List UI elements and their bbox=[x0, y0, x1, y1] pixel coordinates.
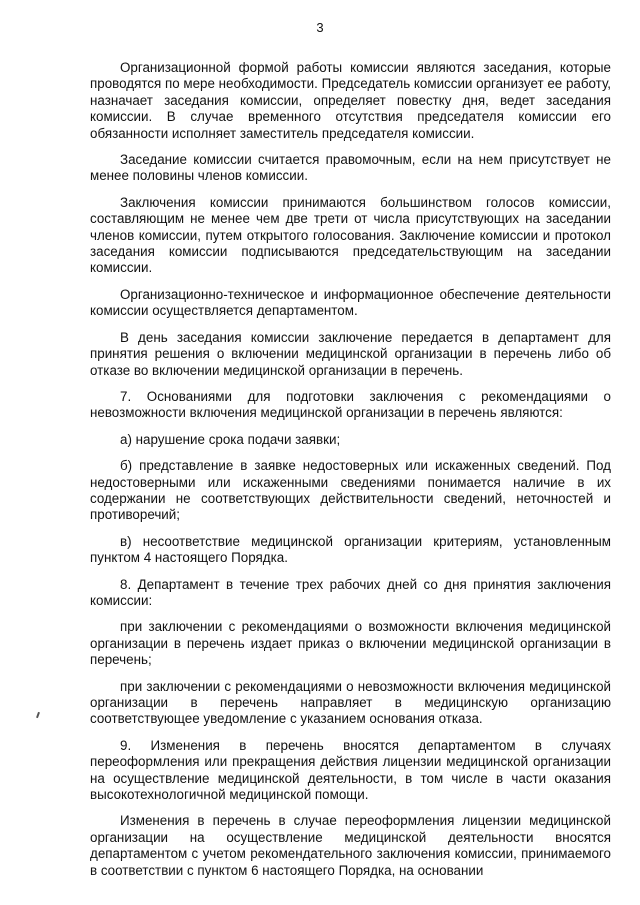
paragraph: Заключения комиссии принимаются большинством голосов комиссии, составляющим не менее чем две трети от числа присутствующих на заседании членов комиссии, путем открытого голосования. Заключение комиссии и протокол заседания комиссии подписываются председательствующим на заседании комиссии. bbox=[90, 194, 611, 276]
paragraph: при заключении с рекомендациями о возможности включения медицинской организации в перечень издает приказ о включении медицинской организации в перечень; bbox=[90, 619, 611, 668]
paragraph: 9. Изменения в перечень вносятся департаментом в случаях переоформления или прекращения действия лицензии медицинской организации на осуществление медицинской деятельности, в том числе в части оказания высокотехнологичной медицинской помощи. bbox=[90, 737, 611, 803]
paragraph: Организационно-техническое и информационное обеспечение деятельности комиссии осуществляется департаментом. bbox=[90, 286, 611, 319]
paragraph: а) нарушение срока подачи заявки; bbox=[120, 431, 341, 447]
paragraph: Заседание комиссии считается правомочным, если на нем присутствует не менее половины членов комиссии. bbox=[90, 152, 611, 184]
paragraph: 7. Основаниями для подготовки заключения с рекомендациями о невозможности включения медицинской организации в перечень являются: bbox=[90, 388, 611, 421]
page-number: 3 bbox=[316, 20, 324, 35]
document-body bbox=[90, 60, 611, 889]
paragraph: б) представление в заявке недостоверных или искаженных сведений. Под недостоверными или искаженными сведениями понимается наличие в их содержании не соответствующих действительности сведений, неточностей и противоречий; bbox=[90, 458, 611, 523]
paragraph: 8. Департамент в течение трех рабочих дней со дня принятия заключения комиссии: bbox=[90, 576, 611, 608]
paragraph: В день заседания комиссии заключение передается в департамент для принятия решения о включении медицинской организации в перечень либо об отказе во включении медицинской организации в перечень. bbox=[90, 329, 611, 378]
paragraph: при заключении с рекомендациями о невозможности включения медицинской организации в перечень направляет в медицинскую организацию соответствующее уведомление с указанием основания отказа. bbox=[90, 678, 611, 727]
paragraph: в) несоответствие медицинской организации критериям, установленным пунктом 4 настоящего Порядка. bbox=[90, 533, 611, 566]
paragraph: Организационной формой работы комиссии являются заседания, которые проводятся по мере необходимости. Председатель комиссии организует ее работу, назначает заседания комиссии, определяет повестку дня, ведет заседания комиссии. В случае временного отсутствия председателя комиссии его обязанности исполняет заместитель председателя комиссии. bbox=[90, 60, 612, 141]
margin-mark bbox=[36, 712, 40, 718]
paragraph: Изменения в перечень в случае переоформления лицензии медицинской организации на осуществление медицинской деятельности вносятся департаментом с учетом рекомендательного заключения комиссии, принимаемого в соответствии с пунктом 6 настоящего Порядка, на основании bbox=[90, 813, 611, 878]
